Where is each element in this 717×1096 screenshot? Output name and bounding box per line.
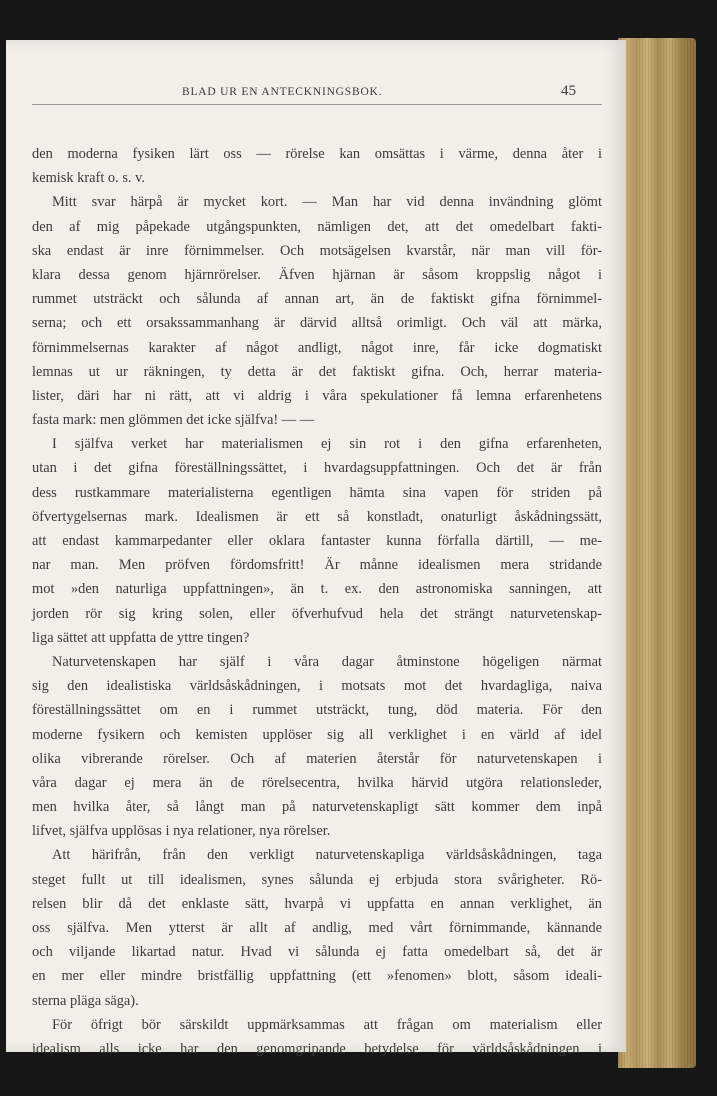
text-line: För öfrigt bör särskildt uppmärksammas att frågan om materialism eller bbox=[52, 1016, 602, 1033]
text-line: liga sättet att uppfatta de yttre tingen? bbox=[32, 629, 250, 646]
page-number: 45 bbox=[561, 83, 576, 99]
text-line: den moderna fysiken lärt oss — rörelse kan omsättas i värme, denna åter i bbox=[32, 146, 602, 162]
text-line: rummet utsträckt och sålunda af annan art, än de faktiskt gifna förnimmel- bbox=[32, 291, 602, 308]
text-line: öfvertygelsernas mark. Idealismen är ett så konstladt, onaturligt åskådningssätt, bbox=[32, 508, 602, 525]
text-line: klara dessa genom hjärnrörelser. Äfven hjärnan är såsom kroppslig något i bbox=[32, 266, 602, 283]
text-line: sig den idealistiska världsåskådningen, i motsats mot det hvardagliga, naiva bbox=[32, 678, 602, 695]
book-page-edges bbox=[618, 38, 696, 1068]
text-line: att endast kammarpedanter eller oklara fantaster kunna förfalla därtill, — me- bbox=[32, 533, 602, 549]
text-line: oss själfva. Men ytterst är allt af andlig, med vårt förnimmande, kännande bbox=[32, 920, 602, 936]
text-line: serna; och ett orsakssammanhang är därvid alltså orimligt. Och väl att märka, bbox=[32, 315, 602, 332]
text-line: moderne fysikern och kemisten upplöser sig all verklighet i en värld af idel bbox=[32, 726, 602, 743]
text-line: den af mig påpekade utgångspunkten, nämligen det, att det omedelbart fakti- bbox=[32, 218, 602, 235]
text-line: dess rustkammare materialisterna egentligen hämta sina vapen för striden på bbox=[32, 484, 602, 501]
text-line: våra dagar ej mera än de rörelsecentra, hvilka härvid utgöra relationsleder, bbox=[32, 774, 602, 791]
text-line: men hvilka åter, så långt man på naturvetenskapligt sätt kommer dem inpå bbox=[32, 799, 602, 816]
text-line: lifvet, själfva upplösas i nya relationer, nya rörelser. bbox=[32, 823, 331, 840]
text-line: Att härifrån, från den verkligt naturvetenskapliga världsåskådningen, taga bbox=[52, 847, 602, 864]
text-line: förnimmelsernas karakter af något andligt, något inre, får icke dogmatiskt bbox=[32, 339, 602, 356]
text-line: lemnas ut ur räkningen, ty detta är det faktiskt gifna. Och, herrar materia- bbox=[32, 363, 602, 380]
text-line: olika vibrerande rörelser. Och af materien återstår för naturvetenskapen i bbox=[32, 750, 602, 767]
text-line: jorden rör sig kring solen, eller öfverhufvud hela det strängt naturvetenskap- bbox=[32, 605, 602, 622]
running-head bbox=[32, 83, 602, 106]
text-line: mot »den naturliga uppfattningen», än t. ex. den astronomiska sanningen, att bbox=[32, 581, 602, 598]
text-line: och viljande likartad natur. Hvad vi sålunda ej fatta omedelbart så, det är bbox=[32, 944, 602, 961]
text-line: nar man. Men pröfven fördomsfritt! Är månne idealismen mera stridande bbox=[32, 557, 602, 574]
header-rule bbox=[32, 104, 602, 105]
text-line: lister, däri har ni rätt, att vi aldrig i våra spekulationer få lemna erfarenhetens bbox=[32, 387, 602, 404]
text-line: idealism alls icke har den genomgripande betydelse för världsåskådningen i bbox=[32, 1040, 602, 1057]
text-line: utan i det gifna föreställningssättet, i hvardagsuppfattningen. Och det är från bbox=[32, 460, 602, 477]
text-line: kemisk kraft o. s. v. bbox=[32, 170, 145, 187]
text-line: Mitt svar härpå är mycket kort. — Man har vid denna invändning glömt bbox=[52, 194, 602, 211]
text-line: ska endast är inre förnimmelser. Och motsägelsen kvarstår, när man vill för- bbox=[32, 242, 602, 259]
text-line: Naturvetenskapen har själf i våra dagar åtminstone högeligen närmat bbox=[52, 653, 602, 670]
body-text bbox=[32, 142, 602, 1061]
running-title: BLAD UR EN ANTECKNINGSBOK. bbox=[182, 86, 383, 98]
text-line: fasta mark: men glömmen det icke själfva! — — bbox=[32, 412, 315, 429]
text-line: föreställningssättet om en i rummet utsträckt, tung, död materia. För den bbox=[32, 702, 602, 719]
text-line: en mer eller mindre bristfällig uppfattning (ett »fenomen» blott, såsom ideali- bbox=[32, 968, 602, 985]
text-line: I själfva verket har materialismen ej sin rot i den gifna erfarenheten, bbox=[52, 436, 602, 453]
text-line: steget fullt ut till idealismen, synes sålunda ej erbjuda stora svårigheter. Rö- bbox=[32, 871, 602, 888]
text-line: relsen blir då det enklaste sätt, hvarpå vi uppfatta en annan verklighet, än bbox=[32, 895, 602, 912]
text-line: sterna pläga säga). bbox=[32, 992, 139, 1009]
